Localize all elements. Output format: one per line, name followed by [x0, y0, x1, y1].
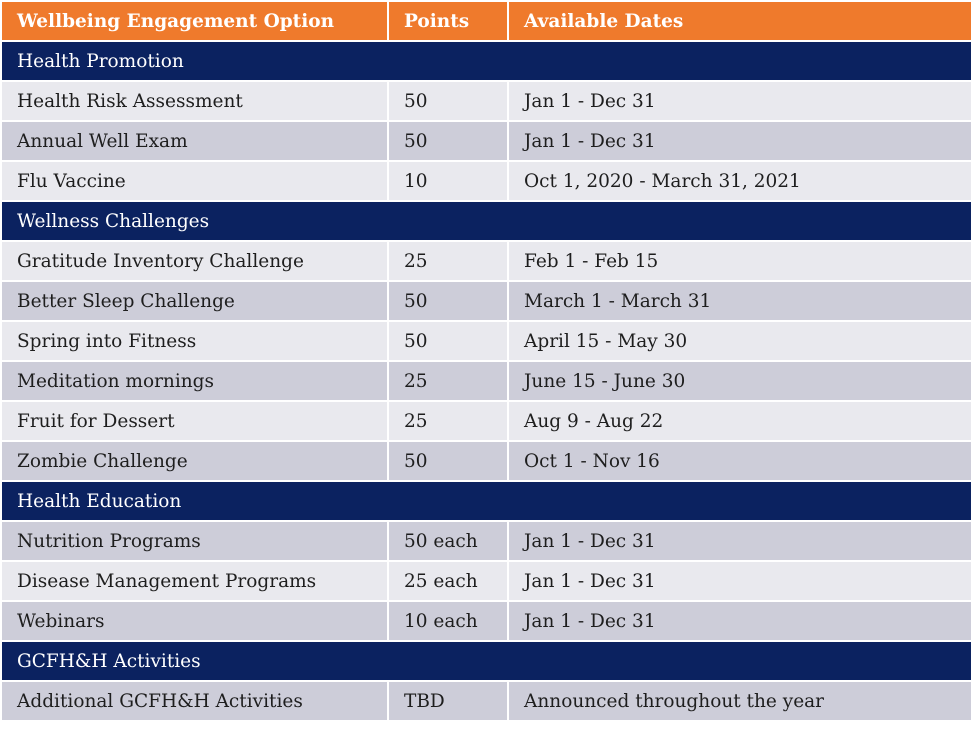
table-row	[2, 162, 971, 202]
table-row	[2, 522, 971, 562]
option-cell: Better Sleep Challenge	[2, 282, 389, 322]
section-row-health-promotion	[2, 42, 971, 82]
table-row	[2, 682, 971, 722]
engagement-table	[2, 2, 971, 722]
points-cell: 50	[389, 282, 509, 322]
table-row	[2, 562, 971, 602]
table-row	[2, 282, 971, 322]
points-cell: 50	[389, 322, 509, 362]
points-cell: 50	[389, 122, 509, 162]
dates-cell: April 15 - May 30	[509, 322, 971, 362]
dates-cell: Oct 1, 2020 - March 31, 2021	[509, 162, 971, 202]
option-cell: Additional GCFH&H Activities	[2, 682, 389, 722]
points-cell: 25 each	[389, 562, 509, 602]
table-row	[2, 242, 971, 282]
option-cell: Webinars	[2, 602, 389, 642]
points-cell: 50 each	[389, 522, 509, 562]
section-title: Health Promotion	[2, 42, 971, 82]
option-cell: Flu Vaccine	[2, 162, 389, 202]
section-row-wellness-challenges	[2, 202, 971, 242]
section-row-gcfhh-activities	[2, 642, 971, 682]
points-cell: 10 each	[389, 602, 509, 642]
option-cell: Nutrition Programs	[2, 522, 389, 562]
option-cell: Meditation mornings	[2, 362, 389, 402]
section-title: Wellness Challenges	[2, 202, 971, 242]
section-title: Health Education	[2, 482, 971, 522]
option-cell: Gratitude Inventory Challenge	[2, 242, 389, 282]
table-row	[2, 402, 971, 442]
dates-cell: Jan 1 - Dec 31	[509, 82, 971, 122]
points-cell: 25	[389, 242, 509, 282]
option-cell: Zombie Challenge	[2, 442, 389, 482]
header-option: Wellbeing Engagement Option	[2, 2, 389, 42]
table-body	[2, 42, 971, 722]
option-cell: Annual Well Exam	[2, 122, 389, 162]
dates-cell: Aug 9 - Aug 22	[509, 402, 971, 442]
table-row	[2, 322, 971, 362]
dates-cell: Announced throughout the year	[509, 682, 971, 722]
table-row	[2, 362, 971, 402]
dates-cell: Jan 1 - Dec 31	[509, 602, 971, 642]
dates-cell: Oct 1 - Nov 16	[509, 442, 971, 482]
section-title: GCFH&H Activities	[2, 642, 971, 682]
dates-cell: March 1 - March 31	[509, 282, 971, 322]
points-cell: 50	[389, 82, 509, 122]
header-row	[2, 2, 971, 42]
table-row	[2, 122, 971, 162]
option-cell: Fruit for Dessert	[2, 402, 389, 442]
table-row	[2, 82, 971, 122]
dates-cell: Jan 1 - Dec 31	[509, 562, 971, 602]
option-cell: Spring into Fitness	[2, 322, 389, 362]
dates-cell: Feb 1 - Feb 15	[509, 242, 971, 282]
table-row	[2, 442, 971, 482]
points-cell: TBD	[389, 682, 509, 722]
points-cell: 10	[389, 162, 509, 202]
option-cell: Disease Management Programs	[2, 562, 389, 602]
points-cell: 50	[389, 442, 509, 482]
dates-cell: Jan 1 - Dec 31	[509, 122, 971, 162]
option-cell: Health Risk Assessment	[2, 82, 389, 122]
points-cell: 25	[389, 402, 509, 442]
dates-cell: June 15 - June 30	[509, 362, 971, 402]
section-row-health-education	[2, 482, 971, 522]
table-row	[2, 602, 971, 642]
points-cell: 25	[389, 362, 509, 402]
header-points: Points	[389, 2, 509, 42]
header-dates: Available Dates	[509, 2, 971, 42]
dates-cell: Jan 1 - Dec 31	[509, 522, 971, 562]
table-header	[2, 2, 971, 42]
